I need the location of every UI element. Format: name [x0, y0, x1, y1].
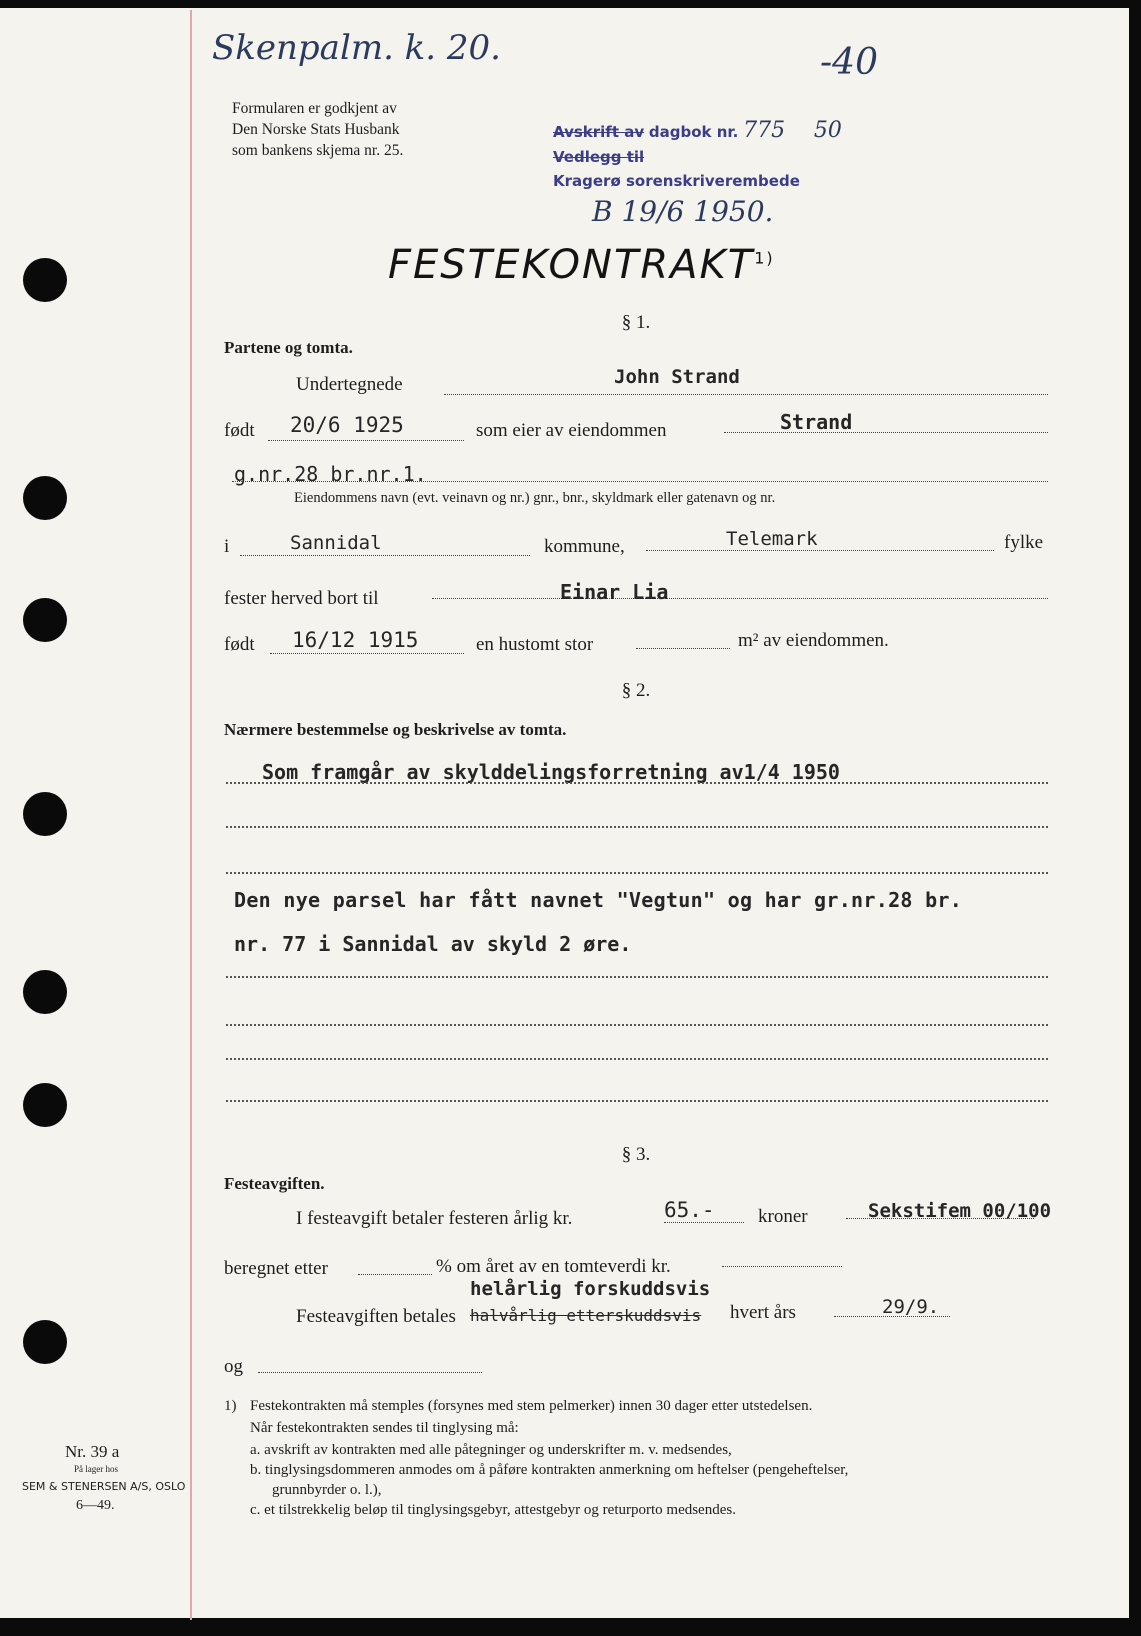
stamp-dagbok-number: 775 [743, 118, 786, 143]
hustomt-label: en hustomt stor [476, 634, 594, 655]
punch-hole [23, 1083, 67, 1127]
stamp-date: B 19/6 1950. [592, 195, 774, 228]
form-number: Nr. 39 a [65, 1442, 120, 1461]
undertegnede-line [444, 394, 1048, 395]
stamp-dagbok-label: dagbok nr. [648, 123, 739, 141]
kommune-line [240, 555, 530, 556]
i-label: i [224, 536, 230, 557]
handwritten-annotation: Skenpalm. k. 20. [212, 28, 501, 68]
description-line [226, 782, 1048, 784]
footnote-mark: 1) [224, 1398, 237, 1414]
avgift-line [664, 1222, 744, 1223]
punch-hole [23, 1320, 67, 1364]
stamp-struck-label: Avskrift av [553, 123, 645, 141]
og-label: og [224, 1356, 243, 1377]
section-1-heading: Partene og tomta. [224, 338, 353, 357]
section-3-number: § 3. [621, 1144, 651, 1165]
footnote-item-c: c. et tilstrekkelig beløp til tinglysingsgebyr, attestgebyr og returporto medsendes. [250, 1502, 736, 1518]
avgift-label: I festeavgift betaler festeren årlig kr. [296, 1208, 573, 1229]
punch-hole [23, 970, 67, 1014]
footnote-line-2: Når festekontrakten sendes til tinglysing må: [250, 1420, 519, 1436]
punch-hole [23, 792, 67, 836]
fylke-label: fylke [1004, 532, 1044, 553]
og-line [258, 1372, 482, 1373]
document-title [388, 242, 775, 288]
imprint-publisher: SEM & STENERSEN A/S, OSLO [22, 1480, 186, 1493]
footnote-item-b: b. tinglysingsdommeren anmodes om å påføre kontrakten anmerkning om heftelser (pengeheftelser, [250, 1462, 849, 1478]
beregnet-label: beregnet etter [224, 1258, 328, 1279]
stamp-dagbok-year: 50 [813, 118, 842, 143]
betales-struck: halvårlig etterskuddsvis [470, 1306, 702, 1325]
pct-label: % om året av en tomteverdi kr. [436, 1256, 671, 1277]
avgift-value: 65.- [664, 1198, 715, 1222]
fodt2-value: 16/12 1915 [292, 628, 419, 652]
kommune-label: kommune, [544, 536, 625, 557]
eiendom-line [724, 432, 1048, 433]
som-eier-label: som eier av eiendommen [476, 420, 667, 441]
footnote-item-a: a. avskrift av kontrakten med alle påtegninger og underskrifter m. v. medsendes, [250, 1442, 732, 1458]
fodt2-label: født [224, 634, 255, 655]
section-1-number: § 1. [621, 312, 651, 333]
description-line [226, 1058, 1048, 1060]
betales-label: Festeavgiften betales [296, 1306, 456, 1327]
eiendom-caption: Eiendommens navn (evt. veinavn og nr.) gnr., bnr., skyldmark eller gatenavn og nr. [294, 490, 776, 506]
fester-label: fester herved bort til [224, 588, 379, 609]
kroner-label: kroner [758, 1206, 808, 1227]
punch-hole [23, 476, 67, 520]
hustomt-line [636, 648, 730, 649]
title-text: FESTEKONTRAKT [388, 242, 755, 288]
fodt-label: født [224, 420, 255, 441]
beregnet-line [358, 1274, 432, 1275]
fester-line [432, 598, 1048, 599]
kommune-value: Sannidal [290, 532, 382, 554]
description-line [226, 1100, 1048, 1102]
description-line [226, 826, 1048, 828]
scan-border-right [1129, 0, 1141, 1636]
gnr-value: g.nr.28 br.nr.1. [234, 462, 427, 486]
scan-border-top [0, 0, 1141, 8]
handwritten-number: -40 [820, 42, 878, 83]
approval-note-line: som bankens skjema nr. 25. [232, 142, 404, 159]
tomteverdi-line [722, 1266, 842, 1267]
description-line [226, 872, 1048, 874]
stamp-vedlegg-label: Vedlegg til [553, 148, 645, 166]
hvert-value: 29/9. [882, 1296, 940, 1318]
description-line [226, 976, 1048, 978]
fodt2-line [270, 653, 464, 654]
punch-hole [23, 598, 67, 642]
stamp-office: Kragerø sorenskriverembede [553, 172, 800, 190]
fodt-value: 20/6 1925 [290, 413, 404, 437]
section-2-line-2: Den nye parsel har fått navnet "Vegtun" og har gr.nr.28 br. [234, 888, 963, 912]
title-footnote-mark: 1) [754, 248, 775, 268]
scan-border-bottom [0, 1618, 1141, 1636]
approval-note-line: Den Norske Stats Husbank [232, 121, 400, 138]
eiendom-value: Strand [780, 410, 853, 434]
betales-handwritten: helårlig forskuddsvis [470, 1278, 711, 1300]
section-2-heading: Nærmere bestemmelse og beskrivelse av tomta. [224, 720, 567, 739]
registry-stamp [553, 118, 842, 143]
approval-note [232, 98, 403, 161]
approval-note-line: Formularen er godkjent av [232, 100, 397, 117]
imprint-line-1: På lager hos [74, 1464, 118, 1474]
section-2-line-1: Som framgår av skylddelingsforretning av1/4 1950 [262, 760, 840, 784]
section-3-heading: Festeavgiften. [224, 1174, 325, 1193]
fylke-value: Telemark [726, 528, 818, 550]
margin-rule [190, 10, 192, 1620]
undertegnede-label: Undertegnede [296, 374, 403, 395]
imprint-date: 6—49. [76, 1498, 115, 1513]
section-2-number: § 2. [621, 680, 651, 701]
footnote-line-1: Festekontrakten må stemples (forsynes med stem pelmerker) innen 30 dager etter utstedelsen. [250, 1398, 813, 1414]
m2-label: m² av eiendommen. [738, 630, 889, 651]
undertegnede-value: John Strand [614, 366, 740, 388]
hvert-label: hvert års [730, 1302, 796, 1323]
fester-value: Einar Lia [560, 580, 669, 604]
kroner-value: Sekstifem 00/100 [868, 1200, 1052, 1222]
fylke-line [646, 550, 994, 551]
punch-hole [23, 258, 67, 302]
fodt-line [268, 440, 464, 441]
footnote-item-b-cont: grunnbyrder o. l.), [272, 1482, 382, 1498]
description-line [226, 1024, 1048, 1026]
section-2-line-3: nr. 77 i Sannidal av skyld 2 øre. [234, 932, 632, 956]
